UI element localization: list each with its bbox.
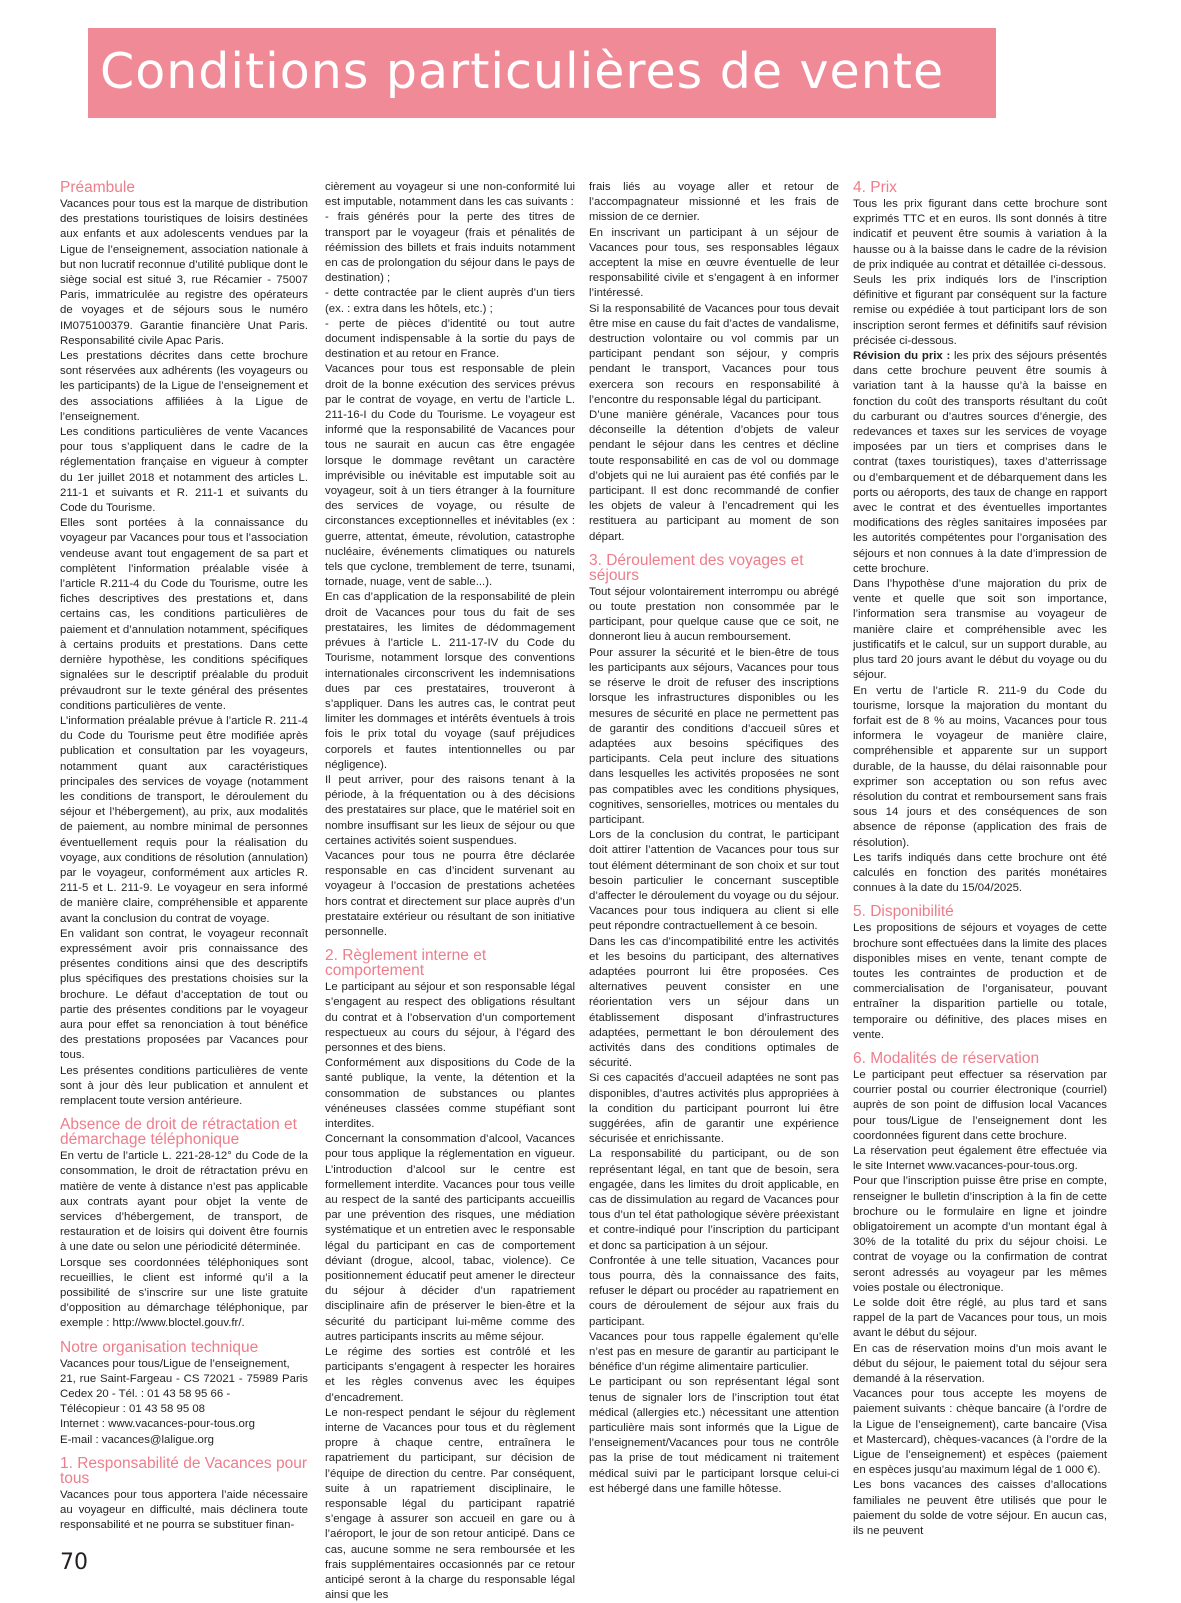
paragraph: cièrement au voyageur si une non-conformité lui est imputable, notamment dans les cas suivants :	[325, 181, 575, 209]
revision-text: les prix des séjours présentés dans cette brochure peuvent être soumis à variation tant à la hausse qu’à la baisse en fonction du coût des transports résultant du coût du carburant ou d’autres sources d’énergie, des redevances et taxes sur les services de voyage imposées par un tiers et comprises dans le contrat (taxes touristiques), taxes d’atterrissage ou d’embarquement et de débarquement dans les ports ou aéroports, des taux de change en rapport avec le contrat et des éventuelles importantes modifications des règles sanitaires imposées par les autorités compétentes pour l’organisation des séjours et non connues à la date d’impression de cette brochure.	[853, 350, 1107, 575]
website-line: Internet : www.vacances-pour-tous.org	[60, 1418, 255, 1431]
paragraph: Confrontée à une telle situation, Vacances pour tous pourra, dès la connaissance des faits, refuser le départ ou procéder au rapatriement en cours de déroulement de séjour aux frais du participant.	[589, 1254, 839, 1328]
paragraph: Les tarifs indiqués dans cette brochure ont été calculés en fonction des parités monétaires connues à la date du 15/04/2025.	[853, 851, 1107, 895]
paragraph: Les présentes conditions particulières de vente sont à jour dès leur publication et annulent et remplacent toute version antérieure.	[60, 1064, 308, 1107]
title-banner	[88, 28, 996, 118]
paragraph: Vacances pour tous apportera l’aide nécessaire au voyageur en difficulté, mais déclinera toute responsabilité et ne pourra se substituer finan-	[60, 1488, 308, 1532]
list-item: - dette contractée par le client auprès d’un tiers (ex. : extra dans les hôtels, etc.) ;	[325, 287, 575, 315]
paragraph: En vertu de l’article L. 221-28-12° du Code de la consommation, le droit de rétractation prévu en matière de vente à distance n’est pas applicable aux contrats ayant pour objet la vente de services d’hébergement, de transport, de restauration et de loisirs qui doivent être fournis à une date ou selon une périodicité déterminée.	[60, 1150, 308, 1254]
paragraph: Concernant la consommation d’alcool, Vacances pour tous applique la réglementation en vigueur. L’introduction d’alcool sur le centre est formellement interdite. Vacances pour tous veille au respect de la santé des participants accueillis par une prévention des risques, une médiation systématique et un entretien avec le responsable légal du participant en cas de comportement déviant (drogue, alcool, tabac, violence). Ce positionnement éducatif peut amener le directeur du séjour à décider d’un rapatriement disciplinaire afin de préserver le bien-être et la sécurité du participant lui-même comme des autres participants inscrits au même séjour.	[325, 1133, 575, 1343]
paragraph: Vacances pour tous ne pourra être déclarée responsable en cas d’incident survenant au voyageur à l’occasion de prestations achetées hors contrat et directement sur place auprès d’un prestataire extérieur ou résultant de son initiative personnelle.	[325, 849, 575, 938]
paragraph: Lors de la conclusion du contrat, le participant doit attirer l’attention de Vacances pour tous sur tout élément déterminant de son choix et sur tout besoin particulier le concernant susceptible d’affecter le déroulement du voyage ou du séjour. Vacances pour tous indiquera au client si elle peut répondre contractuellement à ce besoin.	[589, 829, 839, 933]
paragraph: Le solde doit être réglé, au plus tard et sans rappel de la part de Vacances pour tous, un mois avant le début du séjour.	[853, 1297, 1107, 1340]
paragraph: En validant son contrat, le voyageur reconnaît expressément avoir pris connaissance des présentes conditions ainsi que des descriptifs plus spécifiques des prestations choisies sur la brochure. Le défaut d’acceptation de tout ou partie des présentes conditions par le voyageur aura pour effet sa renonciation à tout bénéfice des prestations proposées par Vacances pour tous.	[60, 927, 308, 1062]
paragraph: Les bons vacances des caisses d’allocations familiales ne peuvent être utilisés que pour le paiement du solde de votre séjour. En aucun cas, ils ne peuvent	[853, 1479, 1107, 1538]
paragraph: Les propositions de séjours et voyages de cette brochure sont effectuées dans la limite des places disponibles mises en vente, tenant compte de toutes les contraintes de production et de commercialisation de l’organisateur, pouvant entraîner la disparition partielle ou totale, temporaire ou définitive, des places mises en vente.	[853, 922, 1107, 1041]
address-line: Vacances pour tous/Ligue de l’enseignement,	[60, 1357, 290, 1370]
paragraph: Le participant peut effectuer sa réservation par courrier postal ou courrier électronique (courriel) auprès de son point de diffusion local Vacances pour tous/Ligue de l’enseignement dont les coordonnées figurent dans cette brochure.	[853, 1068, 1107, 1142]
column-4	[853, 180, 1107, 1550]
section-title-modalites-reservation: 6. Modalités de réservation	[853, 1049, 1040, 1067]
paragraph: La réservation peut également être effectuée via le site Internet www.vacances-pour-tous.org.	[853, 1144, 1107, 1173]
section-title-prix: 4. Prix	[853, 179, 897, 196]
paragraph: La responsabilité du participant, ou de son représentant légal, en tant que de besoin, sera engagée, dans les limites du droit applicable, en cas de dissimulation au regard de Vacances pour tous d’un tel état pathologique sévère préexistant et contre-indiqué pour l’inscription du participant et donc sa participation à un séjour.	[589, 1148, 839, 1252]
paragraph: Vacances pour tous rappelle également qu’elle n’est pas en mesure de garantir au participant le bénéfice d’un régime alimentaire particulier.	[589, 1330, 839, 1374]
paragraph: Vacances pour tous est la marque de distribution des prestations touristiques de loisirs destinées aux enfants et aux adolescents vendues par la Ligue de l’enseignement, association nationale à but non lucratif reconnue d’utilité publique dont le siège social est situé 3, rue Récamier - 75007 Paris, immatriculée au registre des opérateurs de voyages et de séjours sous le numéro IM075100379. Garantie financière Unat Paris. Responsabilité civile Apac Paris.	[60, 198, 308, 347]
paragraph: Vacances pour tous est responsable de plein droit de la bonne exécution des services prévus par le contrat de voyage, en vertu de l’article L. 211-16-I du Code du Tourisme. Le voyageur est informé que la responsabilité de Vacances pour tous ne saurait en aucun cas être engagée lorsque le dommage revêtant un caractère imprévisible ou inévitable est imputable soit au voyageur, soit à un tiers étranger à la fourniture des services de voyage, ou résulte de circonstances exceptionnelles et inévitables (ex : guerre, attentat, émeute, révolution, catastrophe nucléaire, événements climatiques ou naturels tels que cyclone, tremblement de terre, tsunami, tornade, nuage, vent de sable...).	[325, 363, 575, 589]
paragraph: Tous les prix figurant dans cette brochure sont exprimés TTC et en euros. Ils sont donnés à titre indicatif et peuvent être soumis à variation à la hausse ou à la baisse dans le cadre de la révision de prix indiquée au contrat et détaillée ci-dessous.	[853, 198, 1107, 271]
paragraph: Lorsque ses coordonnées téléphoniques sont recueillies, le client est informé qu’il a la possibilité de s’inscrire sur une liste gratuite d’opposition au démarchage téléphonique, par exemple : http://www.bloctel.gouv.fr/.	[60, 1256, 308, 1330]
paragraph-revision-prix	[853, 349, 1107, 577]
paragraph: Pour assurer la sécurité et le bien-être de tous les participants aux séjours, Vacances pour tous se réserve le droit de refuser des inscriptions lorsque les infrastructures disponibles ou les mesures de sécurité en place ne permettent pas de garantir des conditions d’accueil sûres et adaptées aux besoins spécifiques des participants. Cela peut inclure des situations dans lesquelles les activités proposées ne sont pas compatibles avec les conditions physiques, cognitives, sensorielles, motrices ou mentales du participant.	[589, 646, 839, 826]
paragraph: frais liés au voyage aller et retour de l’accompagnateur missionné et les frais de mission de ce dernier.	[589, 181, 839, 224]
paragraph: Seuls les prix indiqués lors de l’inscription définitive et figurant par conséquent sur la facture remise ou expédiée à tout participant lors de son inscription seront fermes et définitifs sauf révision précisée ci-dessous.	[853, 274, 1107, 347]
paragraph: En inscrivant un participant à un séjour de Vacances pour tous, ses responsables légaux acceptent la mise en œuvre éventuelle de leur responsabilité civile et s’engagent à en informer l’intéressé.	[589, 226, 839, 300]
paragraph: Elles sont portées à la connaissance du voyageur par Vacances pour tous et l’association vendeuse avant tout engagement de sa part et complètent l’information préalable visée à l’article R.211-4 du Code du Tourisme, outre les fiches descriptives des prestations et, dans certains cas, les conditions particulières de paiement et d’annulation notamment, spécifiques à certains produits et prestations. Dans cette dernière hypothèse, les conditions spécifiques signalées sur le descriptif préalable du produit prévaudront sur le texte général des présentes conditions particulières de vente.	[60, 517, 308, 712]
paragraph: Les conditions particulières de vente Vacances pour tous s’appliquent dans le cadre de la réglementation française en vigueur à compter du 1er juillet 2018 et notamment des articles L. 211-1 et suivants et R. 211-1 et suivants du Code du Tourisme.	[60, 426, 308, 515]
paragraph: Le participant au séjour et son responsable légal s’engagent au respect des obligations résultant du contrat et à l’observation d’un comportement respectueux au cours du séjour, à l’égard des personnes et des biens.	[325, 981, 575, 1054]
paragraph: Tout séjour volontairement interrompu ou abrégé ou toute prestation non consommée par le participant, pour quelque cause que ce soit, ne donneront lieu à aucun remboursement.	[589, 585, 839, 644]
paragraph: En cas de réservation moins d’un mois avant le début du séjour, le paiement total du séjour sera demandé à la réservation.	[853, 1342, 1107, 1386]
paragraph: Vacances pour tous accepte les moyens de paiement suivants : chèque bancaire (à l’ordre de la Ligue de l’enseignement), carte bancaire (Visa et Mastercard), chèques-vacances (à l’ordre de la Ligue de l’enseignement) et espèces (paiement en espèces jusqu’au maximum légal de 1 000 €).	[853, 1388, 1107, 1477]
paragraph: Dans les cas d’incompatibilité entre les activités et les besoins du participant, des alternatives adaptées pourront lui être proposées. Ces alternatives peuvent consister en une réorientation vers un séjour dans un établissement disposant d’infrastructures adaptées, permettant le bon déroulement des activités dans des conditions optimales de sécurité.	[589, 935, 839, 1070]
section-title-deroulement: 3. Déroulement des voyages et séjours	[589, 551, 804, 584]
paragraph: L’information préalable prévue à l’article R. 211-4 du Code du Tourisme peut être modifiée après publication et consultation par les voyageurs, notamment quant aux caractéristiques principales des services de voyage (notamment les conditions de transport, le déroulement du séjour et l’hébergement), au prix, aux modalités de paiement, au nombre minimal de personnes éventuellement requis pour la réalisation du voyage, aux conditions de résolution (annulation) par le voyageur, conformément aux articles R. 211-5 et L. 211-9. Le voyageur en sera informé de manière claire, compréhensible et apparente avant la conclusion du contrat de voyage.	[60, 714, 308, 925]
paragraph: Dans l’hypothèse d’une majoration du prix de vente et quelle que soit son importance, l’information sera transmise au voyageur de manière claire et compréhensible avec les justificatifs et le calcul, sur un support durable, au plus tard 20 jours avant le début du voyage ou du séjour.	[853, 578, 1107, 682]
paragraph: Le non-respect pendant le séjour du règlement interne de Vacances pour tous et du règlement propre à chaque centre, entraînera le rapatriement du participant, sur décision de l’équipe de direction du centre. Par conséquent, suite à un rapatriement disciplinaire, le responsable légal du participant rapatrié s’engage à assurer son accueil en gare ou à l’aéroport, le jour de son retour anticipé. Dans ce cas, aucune somme ne sera remboursée et les frais supplémentaires occasionnés par ce retour anticipé seront à la charge du responsable légal ainsi que les	[325, 1406, 575, 1602]
paragraph: En vertu de l’article R. 211-9 du Code du tourisme, lorsque la majoration du montant du forfait est de 8 % au moins, Vacances pour tous informera le voyageur de manière claire, compréhensible et apparente sur un support durable, de la hausse, du délai raisonnable pour exprimer son acceptation ou son refus avec résolution du contrat et remboursement sans frais sous 14 jours et des conséquences de son absence de réponse (application des frais de résolution).	[853, 684, 1107, 849]
section-title-absence-retractation: Absence de droit de rétractation et démarchage téléphonique	[60, 1116, 297, 1149]
section-title-preambule: Préambule	[60, 179, 135, 196]
paragraph: Si la responsabilité de Vacances pour tous devait être mise en cause du fait d’actes de vandalisme, destruction volontaire ou vol commis par un participant pendant son séjour, y compris pendant le transport, Vacances pour tous exercera son recours en responsabilité à l’encontre du responsable légal du participant.	[589, 302, 839, 406]
column-2	[325, 180, 575, 1602]
list-item: - frais générés pour la perte des titres de transport par le voyageur (frais et pénalités de réémission des billets et frais induits notamment en cas de prolongation du séjour dans le pays de destination) ;	[325, 211, 575, 285]
paragraph: Conformément aux dispositions du Code de la santé publique, la vente, la détention et la consommation de substances ou plantes vénéneuses classées comme stupéfiant sont interdites.	[325, 1057, 575, 1130]
list-item: - perte de pièces d’identité ou tout autre document indispensable à la sortie du pays de destination et au retour en France.	[325, 317, 575, 361]
section-title-disponibilite: 5. Disponibilité	[853, 903, 954, 921]
column-3	[589, 180, 839, 1550]
paragraph: Il peut arriver, pour des raisons tenant à la période, à la fréquentation ou à des décisions des prestataires sur place, que le matériel soit en nombre insuffisant sur les lieux de séjour ou que certaines activités soient suspendues.	[325, 773, 575, 847]
section-title-organisation-technique: Notre organisation technique	[60, 1338, 259, 1356]
page-number: 70	[60, 1550, 88, 1575]
column-1	[60, 180, 308, 1550]
section-title-reglement-interne: 2. Règlement interne et comportement	[325, 947, 487, 980]
paragraph: Pour que l’inscription puisse être prise en compte, renseigner le bulletin d’inscription à la fin de cette brochure ou le formulaire en ligne et joindre obligatoirement un acompte d’un montant égal à 30% de la totalité du prix du séjour choisi. Le contrat de voyage ou la confirmation de contrat seront adressés au voyageur par les mêmes voies postale ou électronique.	[853, 1175, 1107, 1294]
paragraph: Le régime des sorties est contrôlé et les participants s’engagent à respecter les horaires et les règles convenus avec les équipes d’encadrement.	[325, 1346, 575, 1404]
paragraph: Le participant ou son représentant légal sont tenus de signaler lors de l’inscription tout état médical (allergies etc.) nécessitant une attention particulière mais sont informés que la Ligue de l’enseignement/Vacances pour tous ne contrôle pas la prise de tout médicament ni traitement médical suivi par le participant lorsque celui-ci est hébergé dans une famille hôtesse.	[589, 1376, 839, 1495]
email-line: E-mail : vacances@laligue.org	[60, 1433, 215, 1446]
section-title-responsabilite: 1. Responsabilité de Vacances pour tous	[60, 1454, 308, 1487]
page-title: Conditions particulières de vente	[100, 43, 945, 100]
paragraph: D’une manière générale, Vacances pour tous déconseille la détention d’objets de valeur pendant le séjour dans les centres et décline toute responsabilité en cas de vol ou dommage d’objets qui ne lui auraient pas été confiés par le participant. Il est donc recommandé de confier les objets de valeur à l’encadrement qui les restituera au participant au moment de son départ.	[589, 409, 839, 543]
fax-line: Télécopieur : 01 43 58 95 08	[60, 1403, 206, 1416]
paragraph: En cas d’application de la responsabilité de plein droit de Vacances pour tous du fait de ses prestataires, les limites de dédommagement prévues à l’article L. 211-17-IV du Code du Tourisme, notamment lorsque des conventions internationales circonscrivent les indemnisations dues par ces prestataires, trouveront à s’appliquer. Dans les autres cas, le contrat peut limiter les dommages et intérêts éventuels à trois fois le prix total du voyage (sauf préjudices corporels et fautes intentionnelles ou par négligence).	[325, 591, 575, 771]
revision-label: Révision du prix :	[853, 350, 951, 363]
paragraph: Si ces capacités d’accueil adaptées ne sont pas disponibles, d’autres activités plus appropriées à la condition du participant pourront lui être suggérées, afin de garantir une expérience sécurisée et enrichissante.	[589, 1072, 839, 1146]
paragraph: Les prestations décrites dans cette brochure sont réservées aux adhérents (les voyageurs ou les participants) de la Ligue de l’enseignement et des associations affiliées à la Ligue de l’enseignement.	[60, 350, 308, 423]
address-line: 21, rue Saint-Fargeau - CS 72021 - 75989 Paris Cedex 20 - Tél. : 01 43 58 95 66 -	[60, 1372, 308, 1401]
